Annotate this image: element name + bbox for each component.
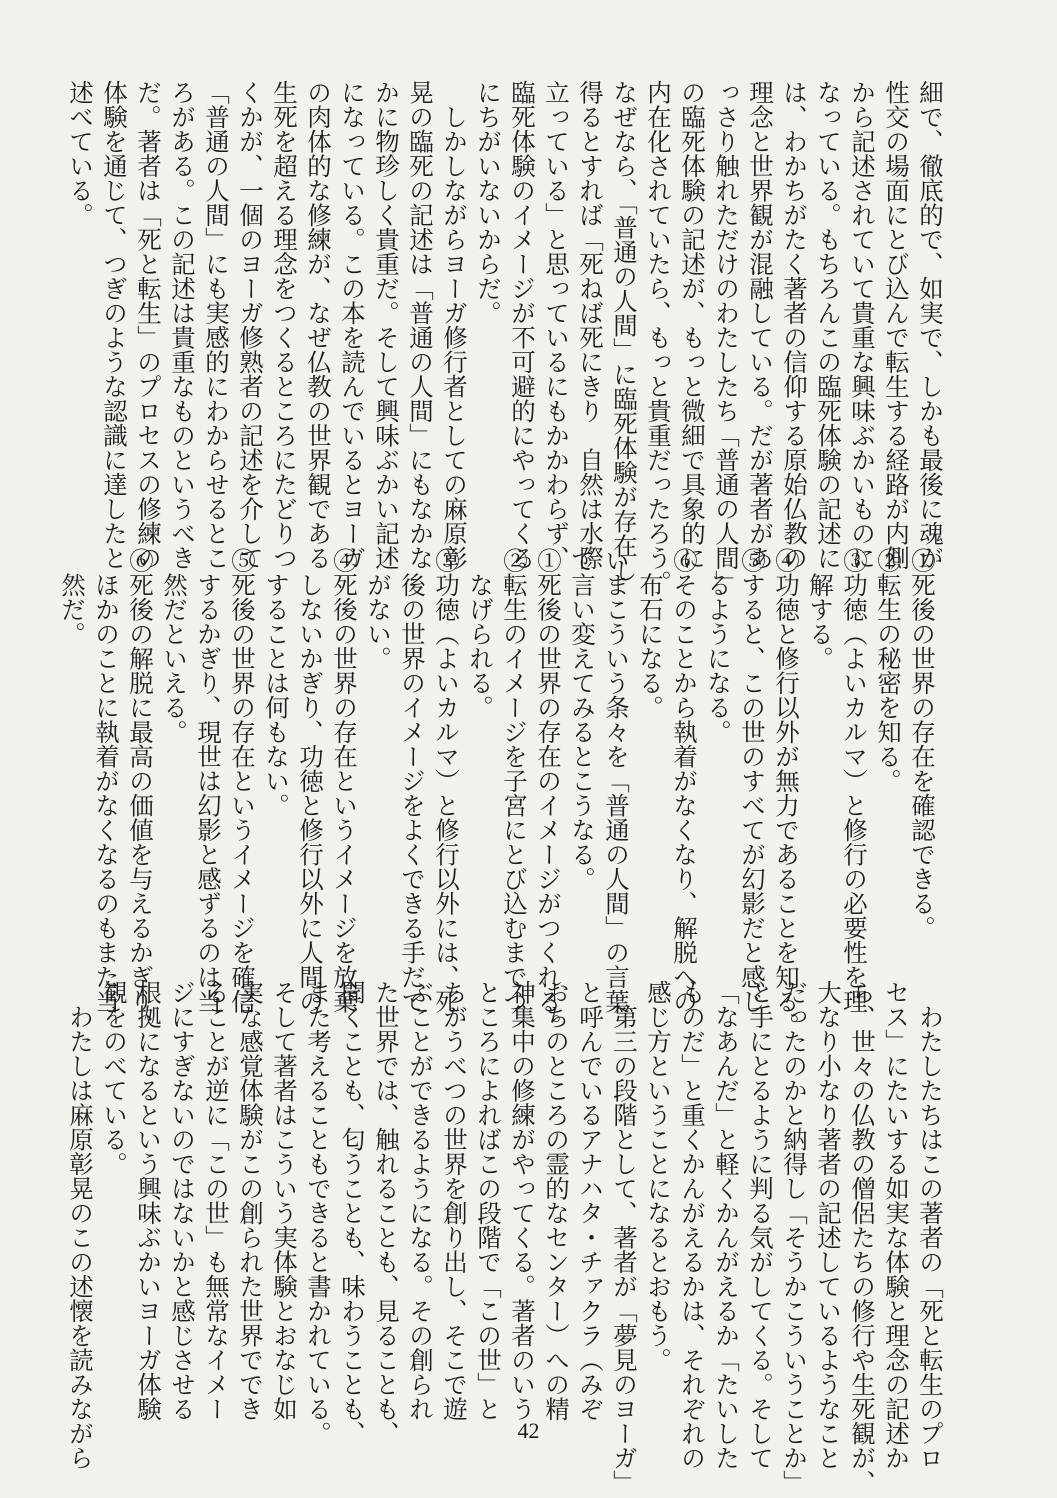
text-line: 晃の臨死の記述は「普通の人間」にもなかな	[406, 80, 435, 570]
text-line: 性交の場面にとび込んで転生する経路が内側	[882, 80, 911, 570]
text-line: だ。著者は「死と転生」のプロセスの修練の	[134, 80, 163, 570]
text-line: するかぎり、現世は幻影と感ずるのは当	[194, 548, 223, 1014]
text-line: わたしは麻原彰晃のこの述懐を読みながら	[66, 980, 95, 1470]
text-line: と呼んでいるアナハタ・チァクラ（みぞ	[576, 980, 605, 1421]
text-line: 細で、徹底的で、如実で、しかも最後に魂が	[916, 80, 945, 570]
text-line: ⑤すると、この世のすべてが幻影だと感じ	[738, 548, 767, 1014]
text-line: ほかのことに執着がなくなるのもまた当	[92, 548, 121, 1014]
text-line: ①死後の世界の存在を確認できる。	[908, 548, 937, 940]
text-line: セス」にたいする如実な体験と理念の記述か	[882, 980, 911, 1470]
text-line: そして著者はこういう実体験とおなじ如	[270, 980, 299, 1421]
text-line: ものだ」と重くかんがえるかは、それぞれの	[678, 980, 707, 1470]
text-line: なげられる。	[466, 548, 495, 720]
text-line: ②転生のイメージを子宮にとび込むまでつ	[500, 548, 529, 1014]
text-line: くかが、一個のヨーガ修熟者の記述を介して	[236, 80, 265, 570]
text-line: することは何もない。	[262, 548, 291, 818]
text-line: 観をのべている。	[100, 980, 129, 1176]
text-line: になっている。この本を読んでいるとヨーガ	[338, 80, 367, 570]
text-line: 体験を通じて、つぎのような認識に達したと	[100, 80, 129, 570]
text-line: 「普通の人間」にも実感的にわからせるとこ	[202, 80, 231, 570]
text-line: た世界では、触れることも、見ることも、	[372, 980, 401, 1446]
text-line: ら、世々の仏教の僧侶たちの修行や生死観が、	[848, 980, 877, 1495]
text-line: ちがうべつの世界を創り出し、そこで遊	[440, 980, 469, 1421]
text-line: わたしたちはこの著者の「死と転生のプロ	[916, 980, 945, 1470]
text-line: いまこういう条々を「普通の人間」の言葉	[602, 548, 631, 1014]
text-line: ③功徳（よいカルマ）と修行以外には、死	[432, 548, 461, 1014]
text-line: 実な感覚体験がこの創られた世界ででき	[236, 980, 265, 1421]
text-line: で言い変えてみるとこうなる。	[568, 548, 597, 891]
text-line: の肉体的な修練が、なぜ仏教の世界観である	[304, 80, 333, 570]
text-line: ①死後の世界の存在のイメージがつくれる。	[534, 548, 563, 1038]
text-line: の臨死体験の記述が、もっと微細で具象的に	[678, 80, 707, 570]
text-line: しかしながらヨーガ修行者としての麻原彰	[440, 80, 469, 570]
text-line: かに物珍しく貴重だ。そして興味ぶかい記述	[372, 80, 401, 570]
text-line: 大なり小なり著者の記述しているようなこと	[814, 980, 843, 1470]
text-line: 聞くことも、匂うことも、味わうことも、	[338, 980, 367, 1446]
text-line: しないかぎり、功徳と修行以外に人間の	[296, 548, 325, 1014]
text-line: ることが逆に「この世」も無常なイメー	[202, 980, 231, 1421]
middle-text-block	[55, 548, 939, 1038]
text-line: と手にとるように判る気がしてくる。そして	[746, 980, 775, 1470]
text-line: 然だといえる。	[160, 548, 189, 744]
text-line: なぜなら、「普通の人間」に臨死体験が存在し	[610, 80, 639, 583]
text-line: 述べている。	[66, 80, 95, 227]
text-line: 根拠になるという興味ぶかいヨーガ体験	[134, 980, 163, 1421]
text-line: 臨死体験のイメージが不可避的にやってくる	[508, 80, 537, 570]
text-line: ⑤死後の世界の存在というイメージを確信	[228, 548, 257, 1014]
text-line: だったのかと納得し「そうかこういうことか」	[780, 980, 809, 1495]
text-line: 内在化されていたら、もっと貴重だったろう。	[644, 80, 673, 595]
text-line: っさり触れただけのわたしたち「普通の人間」	[712, 80, 741, 595]
text-line: ⑥そのことから執着がなくなり、解脱への	[670, 548, 699, 1014]
text-line: るようになる。	[704, 548, 733, 744]
text-line: 然だ。	[58, 548, 87, 646]
text-line: 解する。	[806, 548, 835, 671]
text-line: から記述されていて貴重な興味ぶかいものに	[848, 80, 877, 570]
text-line: がない。	[364, 548, 393, 671]
text-line: は、わかちがたく著者の信仰する原始仏教の	[780, 80, 809, 570]
text-line: ⑥死後の解脱に最高の価値を与えるかぎり、	[126, 548, 155, 1038]
text-line: 立っている」と思っているにもかかわらず、	[542, 80, 571, 570]
text-line: ④功徳と修行以外が無力であることを知る。	[772, 548, 801, 1038]
text-line: また考えることもできると書かれている。	[304, 980, 333, 1446]
text-line: ジにすぎないのではないかと感じさせる	[168, 980, 197, 1421]
text-line: 神集中の修練がやってくる。著者のいう	[508, 980, 537, 1421]
text-line: ③功徳（よいカルマ）と修行の必要性を理	[840, 548, 869, 1014]
text-line: ④死後の世界の存在というイメージを放棄	[330, 548, 359, 1014]
text-line: 後の世界のイメージをよくできる手だて	[398, 548, 427, 1014]
text-line: なっている。もちろんこの臨死体験の記述に	[814, 80, 843, 570]
text-line: ところによればこの段階で「この世」と	[474, 980, 503, 1421]
text-line: 感じ方ということになるとおもう。	[644, 980, 673, 1372]
text-line: 理念と世界観が混融している。だが著者があ	[746, 80, 775, 570]
text-line: ②転生の秘密を知る。	[874, 548, 903, 793]
text-line: 生死を超える理念をつくるところにたどりつ	[270, 80, 299, 570]
page-number: 42	[517, 1418, 540, 1443]
text-line: ぶことができるようになる。その創られ	[406, 980, 435, 1421]
top-text-block	[63, 80, 947, 595]
text-line: にちがいないからだ。	[474, 80, 503, 325]
text-line: ろがある。この記述は貴重なものというべき	[168, 80, 197, 570]
text-line: 「なあんだ」と軽くかんがえるか「たいした	[712, 980, 741, 1470]
text-line: 布石になる。	[636, 548, 665, 720]
text-line: 第三の段階として、著者が「夢見のヨーガ」	[610, 980, 639, 1495]
text-line: 得るとすれば「死ねば死にきり 自然は水際	[576, 80, 605, 570]
text-line: おちのところの霊的なセンター）への精	[542, 980, 571, 1421]
